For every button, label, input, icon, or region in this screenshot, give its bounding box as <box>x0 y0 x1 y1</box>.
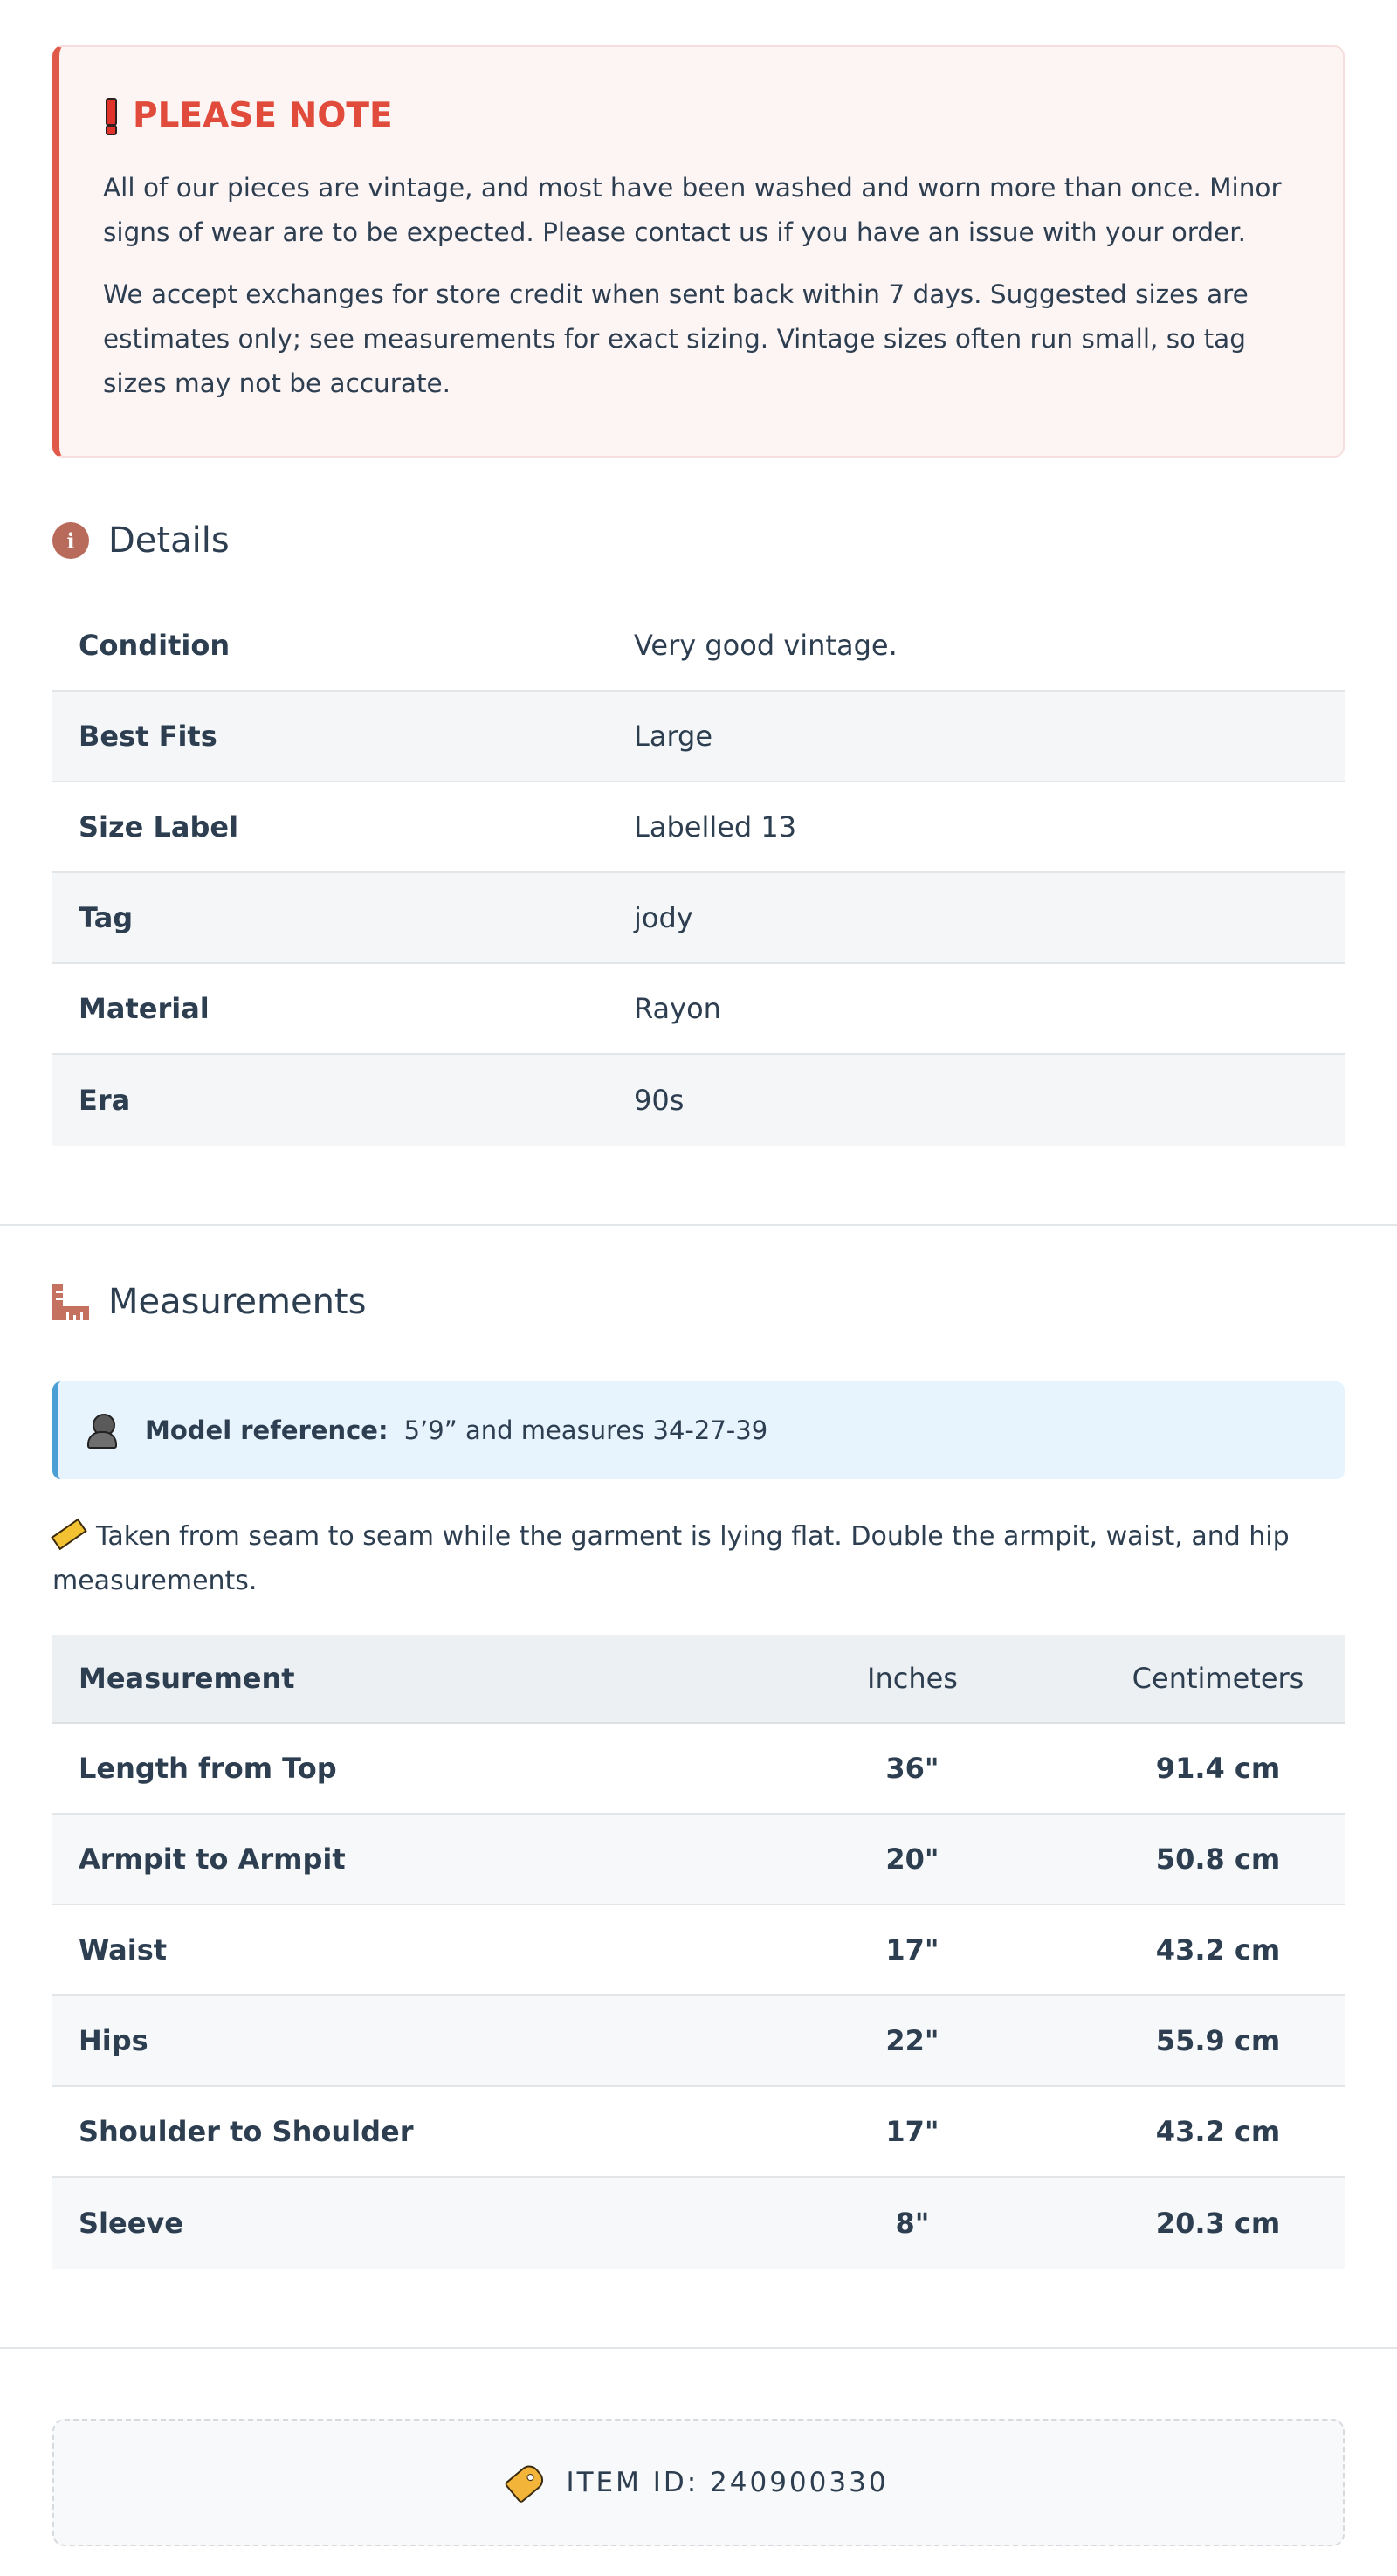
table-row <box>52 2178 1345 2269</box>
detail-label: Best Fits <box>79 720 217 753</box>
detail-label: Material <box>79 992 210 1025</box>
section-divider <box>0 2347 1397 2349</box>
model-reference <box>52 1381 1345 1479</box>
measurement-cm: 50.8 cm <box>1155 1842 1281 1876</box>
tag-icon <box>504 2462 547 2504</box>
column-header: Inches <box>867 1662 958 1695</box>
notice-title <box>103 96 1301 134</box>
table-row <box>52 692 1345 782</box>
table-row <box>52 1724 1345 1815</box>
measurement-cm: 20.3 cm <box>1155 2207 1281 2240</box>
item-id: ITEM ID: 240900330 <box>566 2467 889 2498</box>
detail-label: Condition <box>79 629 231 662</box>
measurement-name: Length from Top <box>79 1752 337 1785</box>
measurements-table <box>52 1635 1345 2269</box>
table-row <box>52 782 1345 873</box>
detail-value: 90s <box>634 1084 685 1117</box>
table-row <box>52 2087 1345 2178</box>
measurement-inches: 20" <box>885 1842 939 1876</box>
measurement-name: Waist <box>79 1933 168 1966</box>
notice-paragraph: We accept exchanges for store credit when sent back within 7 days. Suggested sizes are estimates only; see measurements for exact sizing. Vintage sizes often run small, so tag sizes may not be accurate. <box>103 279 1249 398</box>
column-header: Centimeters <box>1132 1662 1304 1695</box>
measurement-inches: 17" <box>885 1933 939 1966</box>
person-icon <box>87 1414 117 1447</box>
measurement-note <box>52 1514 1345 1603</box>
detail-label: Era <box>79 1084 131 1117</box>
table-row <box>52 1996 1345 2087</box>
model-reference-label: Model reference: <box>145 1415 389 1445</box>
column-header: Measurement <box>79 1662 295 1695</box>
measurement-name: Hips <box>79 2024 148 2057</box>
page-content <box>0 0 1397 1146</box>
measurement-cm: 55.9 cm <box>1155 2024 1281 2057</box>
measurement-cm: 91.4 cm <box>1155 1752 1281 1785</box>
table-row <box>52 1055 1345 1146</box>
details-table <box>52 601 1345 1146</box>
measurement-inches: 17" <box>885 2115 939 2148</box>
measurement-name: Shoulder to Shoulder <box>79 2115 414 2148</box>
detail-label: Size Label <box>79 810 239 844</box>
table-row <box>52 964 1345 1055</box>
detail-value: Large <box>634 720 713 753</box>
ruler-icon <box>52 1284 89 1320</box>
pencil-icon <box>51 1518 86 1550</box>
measurements-header <box>52 1280 1345 1324</box>
detail-value: Rayon <box>634 992 721 1025</box>
detail-value: jody <box>634 901 693 934</box>
table-row <box>52 601 1345 692</box>
details-header <box>52 519 1345 562</box>
measurement-name: Sleeve <box>79 2207 183 2240</box>
detail-value: Very good vintage. <box>634 629 898 662</box>
table-row <box>52 1905 1345 1996</box>
detail-label: Tag <box>79 901 134 934</box>
table-header-row <box>52 1635 1345 1724</box>
table-row <box>52 873 1345 964</box>
model-reference-value: 5’9” and measures 34-27-39 <box>403 1415 768 1445</box>
measurement-note-text: Taken from seam to seam while the garment is lying flat. Double the armpit, waist, and hip measurements. <box>52 1521 1290 1596</box>
exclamation-icon <box>103 98 115 133</box>
measurements-title: Measurements <box>108 1282 367 1322</box>
notice-title-text: PLEASE NOTE <box>133 95 393 135</box>
measurement-cm: 43.2 cm <box>1155 1933 1281 1966</box>
details-title: Details <box>108 520 230 561</box>
notice-box <box>52 45 1345 458</box>
item-section <box>0 2419 1397 2546</box>
measurement-inches: 22" <box>885 2024 939 2057</box>
measurement-name: Armpit to Armpit <box>79 1842 346 1876</box>
detail-value: Labelled 13 <box>634 810 797 844</box>
measurement-inches: 36" <box>885 1752 939 1785</box>
table-row <box>52 1815 1345 1905</box>
item-id-box <box>52 2419 1345 2546</box>
info-icon: i <box>52 522 89 559</box>
notice-paragraph: All of our pieces are vintage, and most have been washed and worn more than once. Minor signs of wear are to be expected. Please contact us if you have an issue with your order. <box>103 173 1282 247</box>
measurement-inches: 8" <box>895 2207 930 2240</box>
measurement-cm: 43.2 cm <box>1155 2115 1281 2148</box>
measurements-section <box>0 1226 1397 2269</box>
